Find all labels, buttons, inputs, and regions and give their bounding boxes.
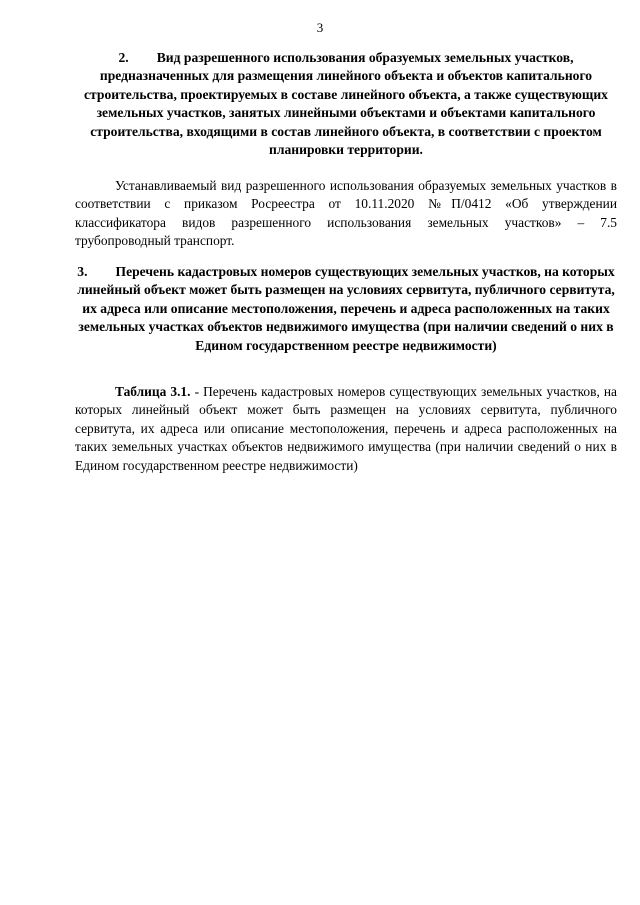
section-3-number: 3. [77,264,88,279]
page-number: 3 [316,20,324,35]
table-caption-text: - Перечень кадастровых номеров существующих земельных участков, на которых линейный объект может быть размещен на условиях сервитута, публичного сервитута, их адреса или описание местоположения, перечень и адреса расположенных на таких земельных участках объектов недвижимого имущества (при наличии сведений о них в Едином государственном реестре недвижимости) [75,384,618,473]
section-3-heading [75,263,617,355]
section-2-heading [75,49,617,159]
table-label: Таблица 3.1. [115,384,191,399]
section-2-number: 2. [118,50,129,65]
table-3-1-caption [75,383,617,475]
section-2-title: Вид разрешенного использования образуемых земельных участков, предназначенных для размещения линейного объекта и объектов капитального строительства, проектируемых в составе линейного объекта, а также существующих земельных участков, занятых линейными объектами и объектами капитального строительства, входящими в состав линейного объекта, в соответствии с проектом планировки территории. [84,50,608,158]
section-2-paragraph: Устанавливаемый вид разрешенного использования образуемых земельных участков в соответствии с приказом Росреестра от 10.11.2020 №П/0412 «Об утверждении классификатора видов разрешенного использования земельных участков» – 7.5 трубопроводный транспорт. [75,178,617,249]
section-3-title: Перечень кадастровых номеров существующих земельных участков, на которых линейный объект может быть размещен на условиях сервитута, публичного сервитута, их адреса или описание местоположения, перечень и адреса расположенных на таких земельных участках объектов недвижимого имущества (при наличии сведений о них в Едином государственном реестре недвижимости) [77,264,615,353]
